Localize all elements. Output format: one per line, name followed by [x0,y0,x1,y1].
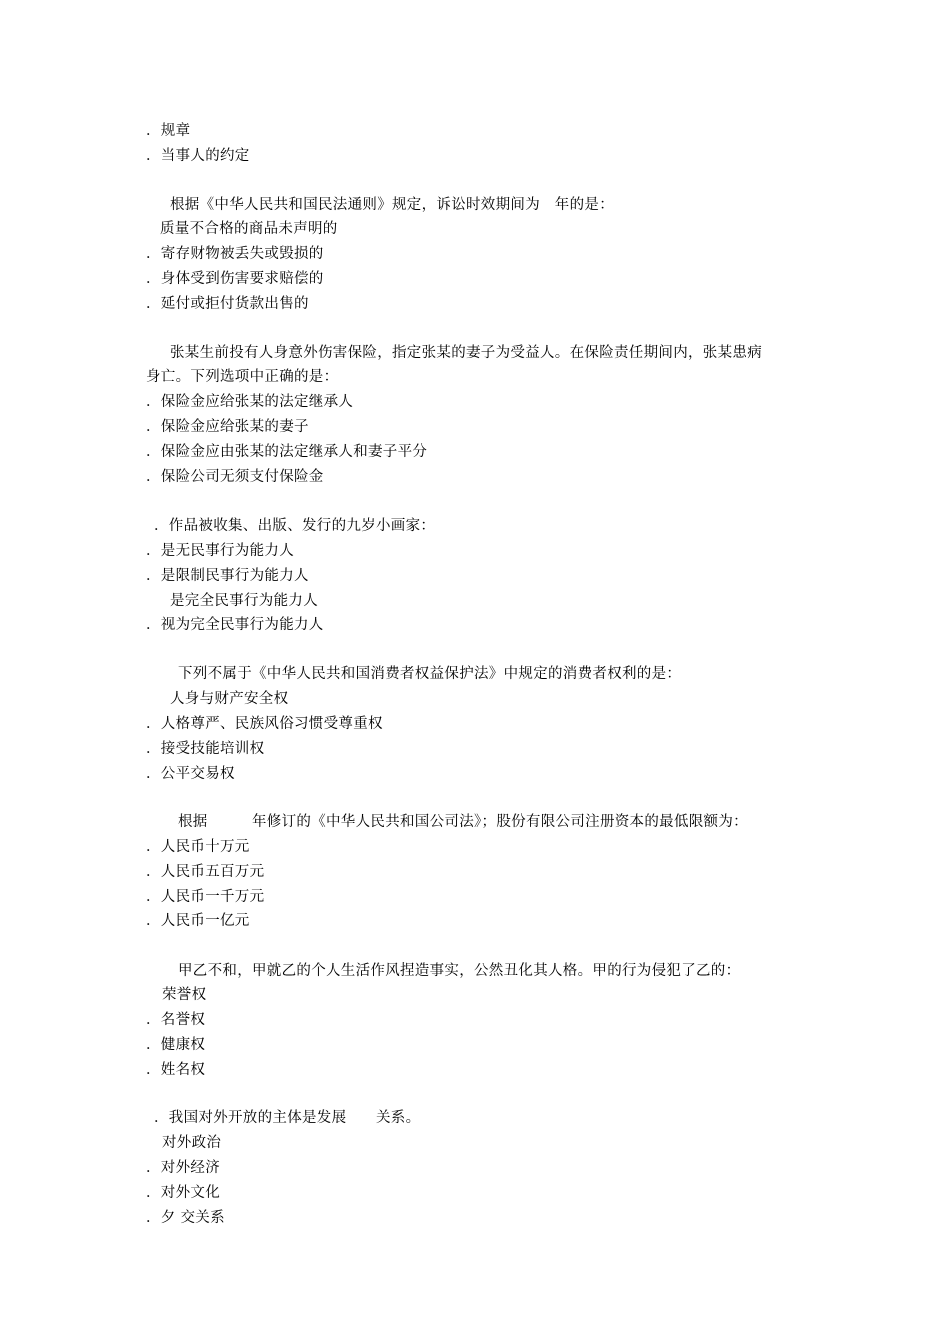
option-line: ．延付或拒付货款出售的 [146,296,309,312]
option-line: ．姓名权 [146,1062,206,1078]
option-line: ．名誉权 [146,1012,206,1028]
option-line: ．是无民事行为能力人 [146,543,294,559]
option-line: ．保险公司无须支付保险金 [146,469,324,485]
option-line: ．视为完全民事行为能力人 [146,617,324,633]
question-line: 张某生前投有人身意外伤害保险，指定张某的妻子为受益人。在保险责任期间内，张某患病 [170,345,762,361]
option-line: ．人民币五百万元 [146,864,265,880]
question-line: ．我国对外开放的主体是发展 关系。 [154,1110,421,1126]
option-line: ．人格尊严、民族风俗习惯受尊重权 [146,716,383,732]
question-line: 甲乙不和，甲就乙的个人生活作风捏造事实，公然丑化其人格。甲的行为侵犯了乙的： [178,963,741,979]
option-line: ．公平交易权 [146,766,235,782]
question-line: 根据《中华人民共和国民法通则》规定，诉讼时效期间为 年的是： [170,197,614,213]
option-line: 人身与财产安全权 [170,691,289,707]
question-line: 下列不属于《中华人民共和国消费者权益保护法》中规定的消费者权利的是： [178,666,682,682]
option-line: ．保险金应由张某的法定继承人和妻子平分 [146,444,428,460]
option-line: ．对外经济 [146,1160,220,1176]
option-line: ．保险金应给张某的妻子 [146,419,309,435]
option-line: ．人民币一亿元 [146,913,250,929]
option-line: ．人民币十万元 [146,839,250,855]
option-line: ．寄存财物被丢失或毁损的 [146,246,324,262]
question-line: 根据 年修订的《中华人民共和国公司法》；股份有限公司注册资本的最低限额为： [178,814,748,830]
option-line: ．对外文化 [146,1185,220,1201]
option-line: 荣誉权 [162,987,207,1003]
option-line: ．接受技能培训权 [146,741,265,757]
option-line: 是完全民事行为能力人 [170,593,318,609]
question-line: ．作品被收集、出版、发行的九岁小画家： [154,518,436,534]
option-line: ．保险金应给张某的法定继承人 [146,394,354,410]
question-line: 身亡。下列选项中正确的是： [146,369,339,385]
option-line: ．是限制民事行为能力人 [146,568,309,584]
option-line: ．身体受到伤害要求赔偿的 [146,271,324,287]
option-line: ．健康权 [146,1037,206,1053]
option-line: 对外政治 [162,1135,222,1151]
option-line: ．规章 [146,123,191,139]
option-line: ．夕 交关系 [146,1210,225,1226]
option-line: ．人民币一千万元 [146,889,265,905]
option-line: ．当事人的约定 [146,148,250,164]
option-line: 质量不合格的商品未声明的 [160,221,338,237]
